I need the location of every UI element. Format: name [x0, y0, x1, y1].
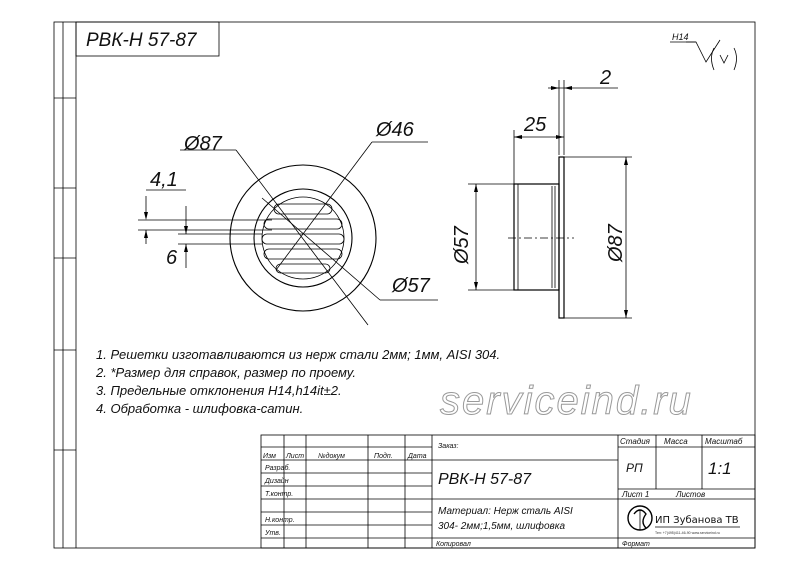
- note-4: 4. Обработка - шлифовка-сатин.: [96, 401, 304, 416]
- scale-value: 1:1: [708, 459, 732, 478]
- note-2: 2. *Размер для справок, размер по проему.: [96, 365, 357, 380]
- note-3: 3. Предельные отклонения H14,h14it±2.: [96, 383, 342, 398]
- row-razrab: Разраб.: [265, 465, 291, 472]
- row-design: Дизайн: [265, 478, 289, 485]
- row-ncontr: Н.контр.: [265, 517, 295, 524]
- col-izm: Изм: [263, 453, 276, 460]
- dim-4-1: 4,1: [150, 169, 178, 191]
- roughness-symbol: [670, 32, 737, 70]
- watermark: serviceind.ru: [440, 379, 693, 423]
- col-docnum: №докум: [318, 453, 345, 460]
- roughness-label: H14: [672, 32, 689, 42]
- order-label: Заказ:: [438, 443, 459, 450]
- sheets-label: Листов: [676, 490, 706, 499]
- material-line: Материал: Нерж сталь AISI: [438, 506, 573, 517]
- mass-label: Масса: [664, 437, 688, 446]
- designation: РВК-Н 57-87: [438, 471, 532, 488]
- row-utv: Утв.: [265, 530, 281, 537]
- scale-label: Масштаб: [705, 437, 743, 446]
- dim-d87-side: Ø87: [605, 224, 627, 262]
- company-logo-icon: [628, 506, 652, 530]
- leader-d46: [276, 142, 372, 270]
- format-label: Формат: [622, 541, 650, 548]
- title-block: [261, 435, 755, 548]
- row-tcontr: Т.контр.: [265, 491, 294, 498]
- dim-d57-side: Ø57: [451, 226, 473, 264]
- dim-d87-front: Ø87: [184, 133, 222, 155]
- company-name: ИП Зубанова ТВ: [655, 515, 739, 526]
- flange: [559, 157, 564, 318]
- company-contacts: Тел: +7(495)411-46-90 www.serviceind.ru: [655, 531, 720, 535]
- side-view: [451, 67, 632, 318]
- copied-label: Копировал: [436, 541, 471, 548]
- sheet-label: Лист 1: [622, 490, 650, 499]
- outer-circle-d87: [230, 165, 376, 311]
- note-1: 1. Решетки изготавливаются из нерж стали 2мм; 1мм, AISI 304.: [96, 347, 501, 362]
- col-date: Дата: [408, 453, 427, 460]
- dim-d46: Ø46: [376, 119, 414, 141]
- front-view: [138, 119, 438, 325]
- dim-2: 2: [600, 67, 612, 89]
- material-line-2: 304- 2мм;1,5мм, шлифовка: [438, 521, 566, 532]
- dim-6: 6: [166, 247, 178, 269]
- dim-d57-front: Ø57: [392, 275, 430, 297]
- col-sign: Подп.: [374, 453, 393, 460]
- drawing-title: РВК-Н 57-87: [86, 30, 197, 51]
- col-list: Лист: [286, 453, 305, 460]
- dim-25: 25: [524, 114, 547, 136]
- leader-d87: [236, 150, 368, 325]
- stage-value: РП: [626, 461, 643, 475]
- stage-label: Стадия: [620, 437, 650, 446]
